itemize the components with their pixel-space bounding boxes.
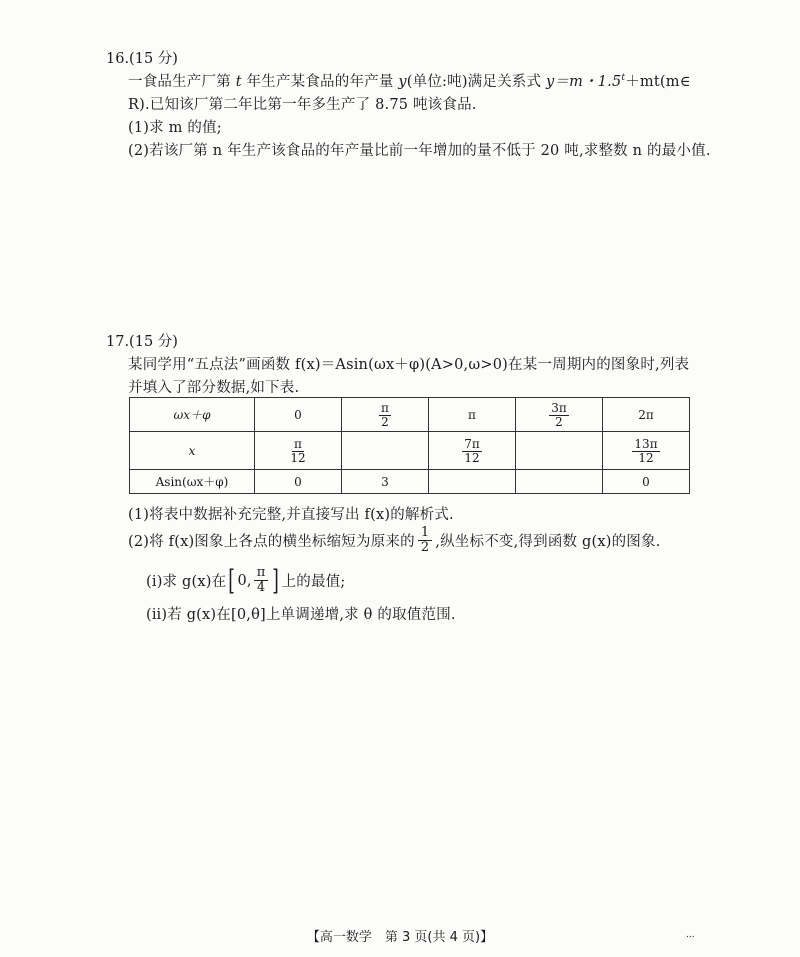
table-cell: 2π (603, 398, 690, 432)
table-cell: 0 (255, 398, 342, 432)
page-footer: 【高一数学 第 3 页(共 4 页)】 (306, 930, 494, 945)
question-17-part-2: (2)将 f(x)图象上各点的横坐标缩短为原来的 $\frac{1}{2}$ ,纵坐标不变,得到函数 g(x)的图象. (128, 525, 661, 556)
table-cell: $\frac{\pi}{12}$ (255, 432, 342, 470)
table-cell: $\frac{\pi}{2}$ (342, 398, 429, 432)
table-row-label: Asin(ωx＋φ) (130, 470, 255, 494)
table-row (130, 432, 690, 470)
table-cell: 3 (342, 470, 429, 494)
question-17-line-1: 某同学用“五点法”画函数 f(x)＝Asin(ωx＋φ)(A>0,ω>0)在某一周期内的图象时,列表 (128, 357, 690, 373)
table-cell (342, 432, 429, 470)
table-cell: 0 (255, 470, 342, 494)
table-row-label: ωx＋φ (130, 398, 255, 432)
corner-mark: ... (686, 930, 695, 940)
table-cell (516, 470, 603, 494)
table-cell: $\frac{13\pi}{12}$ (603, 432, 690, 470)
question-17-part-2-ii: (ⅱ)若 g(x)在[0,θ]上单调递增,求 θ 的取值范围. (146, 607, 456, 623)
question-16-line-1: 一食品生产厂第 t 年生产某食品的年产量 y(单位:吨)满足关系式 y＝m・$1.5^t+mt(m\in$ (128, 73, 691, 90)
question-16-heading: 16.(15 分) (106, 51, 178, 67)
question-17-line-2: 并填入了部分数据,如下表. (128, 380, 300, 396)
table-cell (516, 432, 603, 470)
question-16-part-2: (2)若该厂第 n 年生产该食品的年产量比前一年增加的量不低于 20 吨,求整数 n 的最小值. (128, 143, 711, 159)
table-cell: $\frac{7\pi}{12}$ (429, 432, 516, 470)
question-16-part-1: (1)求 m 的值; (128, 120, 222, 136)
question-17-heading: 17.(15 分) (106, 334, 178, 350)
question-17-part-2-i: (ⅰ)求 g(x)在 [ 0, $\frac{\pi}{4}$ ] 上的最值; (146, 563, 346, 597)
table-row (130, 470, 690, 494)
question-17-part-1: (1)将表中数据补充完整,并直接写出 f(x)的解析式. (128, 507, 454, 523)
table-row (130, 398, 690, 432)
question-16-line-2: R).已知该厂第二年比第一年多生产了 8.75 吨该食品. (128, 97, 477, 113)
table-cell (429, 470, 516, 494)
five-point-table (129, 397, 690, 494)
table-cell: π (429, 398, 516, 432)
table-row-label: x (130, 432, 255, 470)
table-cell: $\frac{3\pi}{2}$ (516, 398, 603, 432)
table-cell: 0 (603, 470, 690, 494)
